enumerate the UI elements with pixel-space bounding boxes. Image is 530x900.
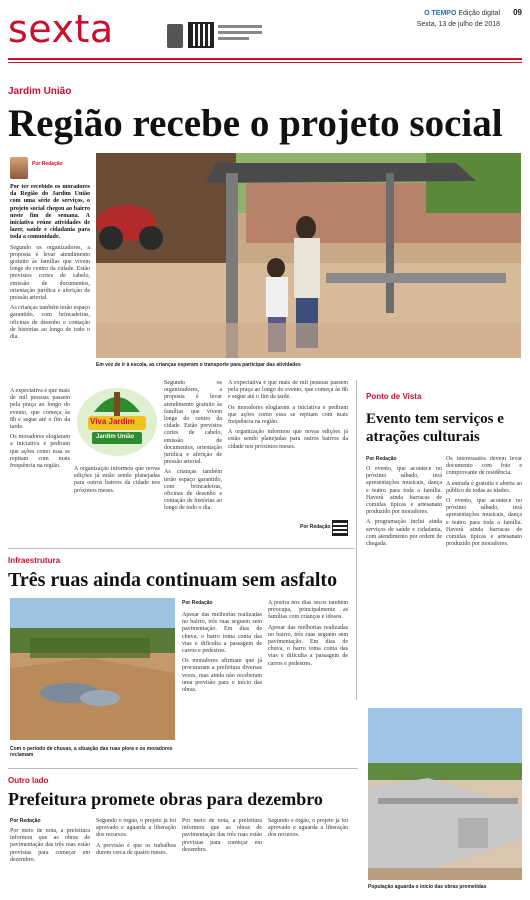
right-photo-caption: População aguarda o início das obras prometidas xyxy=(368,884,487,890)
main-body-col3 xyxy=(164,380,222,530)
main-body-p6: A organização informou que novas edições já estão sendo planejadas para outros bairros da cidade nos próximos meses. xyxy=(74,466,160,494)
works-body-p2b: Segundo o órgão, o projeto já foi aprovado e aguarda a liberação dos recursos. xyxy=(268,818,348,839)
logo-sub: Jardim União xyxy=(96,434,135,440)
main-body-col1b xyxy=(10,388,70,536)
header-rule-thin xyxy=(8,62,522,63)
asphalt-body-p3: A poeira nos dias secos também preocupa, principalmente as famílias com crianças e idosos. xyxy=(268,600,348,621)
works-body-p1: Por meio de nota, a prefeitura informou que as obras de pavimentação das três ruas estão previstas para começar em dezembro. xyxy=(10,828,90,863)
right-body-col1 xyxy=(366,466,442,694)
main-kicker: Jardim União xyxy=(8,86,72,97)
asphalt-author: Por Redação xyxy=(182,600,213,606)
works-kicker: Outro lado xyxy=(8,776,49,785)
works-body-col3 xyxy=(182,818,262,894)
asphalt-body-p1b: Apesar das melhorias realizadas no bairro, três ruas seguem sem pavimentação. Em dias de chuva, o barro toma conta das vias e dificulta a passagem de carros e pedestres. xyxy=(268,624,348,667)
main-body-p3b: As crianças também terão espaço garantido, com brincadeiras, oficinas de desenho e contação de histórias ao longo de todo o dia. xyxy=(164,469,222,512)
column-divider xyxy=(356,380,357,700)
works-headline: Prefeitura promete obras para dezembro xyxy=(8,789,323,809)
edition-label: Edição digital xyxy=(458,10,500,17)
main-body-p2: Segundo os organizadores, a proposta é levar atendimento gratuito às famílias que vivem longe do centro da cidade. Estão previstos cortes de cabelo, emissão de documentos, orientação jurídica e aferição de pressão arterial. xyxy=(10,244,90,302)
main-footer-author: Por Redação xyxy=(300,524,331,530)
page-number: 09 xyxy=(513,8,522,17)
qr-code-icon xyxy=(188,22,214,48)
main-body-p5b: Os moradores elogiaram a iniciativa e pediram que ações como essa se repitam com mais frequência na região. xyxy=(228,404,348,426)
asphalt-photo xyxy=(10,598,175,740)
right-body-p1: O evento, que acontece no próximo sábado, terá apresentações musicais, dança e teatro para toda a família. Haverá ainda barracas de comidas típicas e artesanato produzido por moradores. xyxy=(366,466,442,516)
asphalt-caption: Com o período de chuvas, a situação das ruas piora e os moradores reclamam xyxy=(10,746,173,758)
asphalt-body-p1: Apesar das melhorias realizadas no bairro, três ruas seguem sem pavimentação. Em dias de chuva, o barro toma conta das vias e dificulta a passagem de carros e pedestres. xyxy=(182,612,262,655)
section-divider-2 xyxy=(8,768,358,769)
right-kicker: Ponto de Vista xyxy=(366,392,422,401)
works-body-col4 xyxy=(268,818,348,894)
asphalt-body-col2 xyxy=(268,600,348,760)
main-body-p4b: A expectativa é que mais de mil pessoas passem pela praça ao longo do evento, que começa às 8h e segue até o fim da tarde. xyxy=(228,380,348,401)
right-photo xyxy=(368,708,522,880)
brand-name: O TEMPO xyxy=(424,10,457,17)
asphalt-body-col1 xyxy=(182,612,262,760)
right-author: Por Redação xyxy=(366,456,397,462)
main-headline: Região recebe o projeto social xyxy=(8,102,503,145)
right-body-p4: A entrada é gratuita e aberta ao público de todas as idades. xyxy=(446,480,522,494)
promo-text-block xyxy=(218,25,262,45)
edition-date: Sexta, 13 de julho de 2018 xyxy=(416,21,500,28)
author-name: Por Redação xyxy=(32,161,63,167)
main-body-p1: Por ter recebido os moradores da Região do Jardim União com uma série de serviços, o projeto social chegou ao bairro neste fim de semana. A iniciativa reúne atividades de lazer, saúde e cidadania para toda a comunidade. xyxy=(10,184,90,241)
main-photo xyxy=(96,153,521,358)
right-body-p2: A programação inclui ainda serviços de saúde e cidadania, com atendimento por ordem de chegada. xyxy=(366,519,442,548)
project-logo xyxy=(74,382,160,462)
edition-info xyxy=(417,8,500,30)
main-body-p4: A expectativa é que mais de mil pessoas passem pela praça ao longo do evento, que começa às 8h e segue até o fim da tarde. xyxy=(10,388,70,431)
logo-text: Viva Jardim xyxy=(90,417,135,426)
right-body-p1b: O evento, que acontece no próximo sábado, terá apresentações musicais, dança e teatro para toda a família. Haverá ainda barracas de comidas típicas e artesanato produzido por moradores. xyxy=(446,498,522,548)
asphalt-body-p2: Os moradores afirmam que já procuraram a prefeitura diversas vezes, mas ainda não receberam uma previsão para o início das obras. xyxy=(182,658,262,694)
right-body-p3: Os interessados devem levar documento com foto e comprovante de residência. xyxy=(446,456,522,477)
works-body-p1b: Por meio de nota, a prefeitura informou que as obras de pavimentação das três ruas estão previstas para começar em dezembro. xyxy=(182,818,262,853)
phone-icon xyxy=(167,24,183,48)
author-avatar xyxy=(10,157,28,179)
main-body-col2b xyxy=(74,466,160,536)
main-body-p2b: Segundo os organizadores, a proposta é levar atendimento gratuito às famílias que vivem longe do centro da cidade. Estão previstos cortes de cabelo, emissão de documentos, orientação jurídica e aferição de pressão arterial. xyxy=(164,380,222,466)
works-author: Por Redação xyxy=(10,818,41,824)
masthead xyxy=(0,0,530,66)
header-rule xyxy=(8,58,522,60)
main-body-p6b: A organização informou que novas edições já estão sendo planejadas para outros bairros da cidade nos próximos meses. xyxy=(228,429,348,450)
section-title: sexta xyxy=(8,7,114,51)
author-byline xyxy=(10,157,90,179)
asphalt-headline: Três ruas ainda continuam sem asfalto xyxy=(8,569,338,591)
works-body-col2 xyxy=(96,818,176,894)
works-body-p3: A previsão é que os trabalhos durem cerca de quatro meses. xyxy=(96,842,176,856)
main-body-p3: As crianças também terão espaço garantido, com brincadeiras, oficinas de desenho e contação de histórias ao longo de todo o dia. xyxy=(10,305,90,341)
works-body-p2: Segundo o órgão, o projeto já foi aprovado e aguarda a liberação dos recursos. xyxy=(96,818,176,839)
qr-code-icon-small xyxy=(332,520,348,536)
main-body-col1 xyxy=(10,184,90,384)
works-body-col1 xyxy=(10,828,90,894)
right-headline: Evento tem serviços e atrações culturais xyxy=(366,411,504,445)
asphalt-kicker: Infraestrutura xyxy=(8,556,61,565)
right-body-col2 xyxy=(446,456,522,694)
main-body-col4 xyxy=(228,380,348,520)
main-body-p5: Os moradores elogiaram a iniciativa e pediram que ações como essa se repitam com mais frequência na região. xyxy=(10,434,70,470)
main-photo-caption: Em vez de ir à escola, as crianças esperam o transporte para participar das atividades xyxy=(96,362,301,368)
section-divider xyxy=(8,548,355,549)
